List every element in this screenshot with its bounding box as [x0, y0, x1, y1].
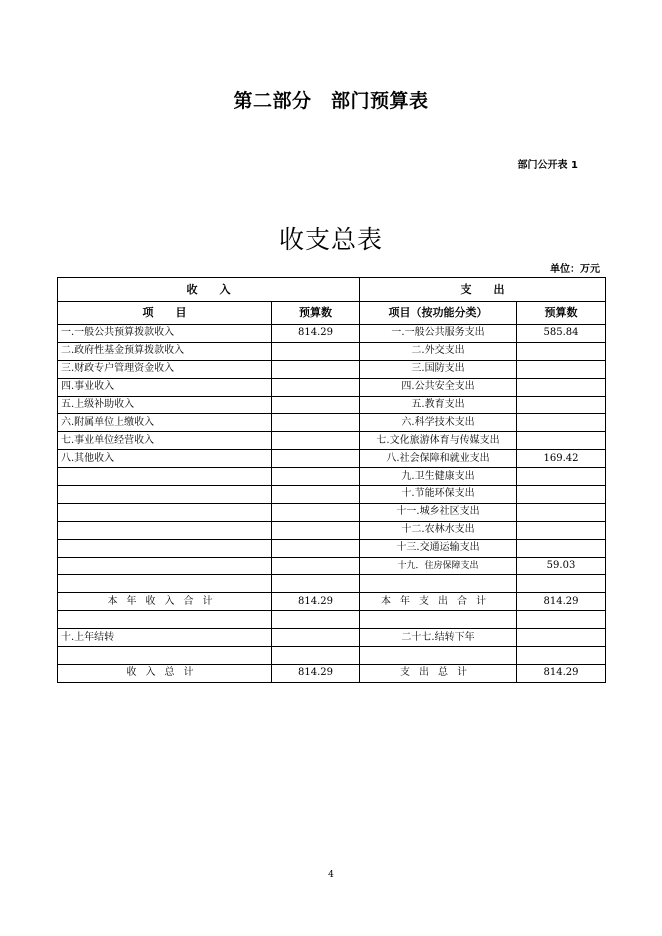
income-amount	[272, 486, 360, 504]
income-item	[58, 557, 272, 575]
expense-amount	[517, 486, 606, 504]
blank-cell	[517, 647, 606, 665]
expense-header: 支 出	[360, 278, 606, 302]
table-row	[58, 396, 606, 414]
income-item	[58, 486, 272, 504]
income-amount	[272, 414, 360, 432]
expense-amount	[517, 539, 606, 557]
table-row	[58, 432, 606, 450]
col-item-header: 项 目	[58, 302, 272, 325]
year-expense-total: 814.29	[517, 593, 606, 611]
income-amount	[272, 450, 360, 468]
year-expense-total-label: 本年支出合计	[360, 593, 517, 611]
blank-cell	[360, 611, 517, 629]
expense-amount	[517, 342, 606, 360]
expense-item: 五.教育支出	[360, 396, 517, 414]
col-budget2-header: 预算数	[517, 302, 606, 325]
blank-cell	[58, 611, 272, 629]
blank-cell	[272, 647, 360, 665]
expense-amount	[517, 521, 606, 539]
expense-amount	[517, 360, 606, 378]
blank-row	[58, 647, 606, 665]
table-row	[58, 503, 606, 521]
table-title: 收支总表	[278, 225, 383, 254]
income-item	[58, 521, 272, 539]
income-item: 四.事业收入	[58, 378, 272, 396]
income-item	[58, 468, 272, 486]
col-budget-header: 预算数	[272, 302, 360, 325]
carry-in-label: 十.上年结转	[58, 629, 272, 647]
income-amount	[272, 432, 360, 450]
table-row	[58, 486, 606, 504]
table-row	[58, 342, 606, 360]
blank-cell	[58, 647, 272, 665]
expense-item: 四.公共安全支出	[360, 378, 517, 396]
blank-cell	[360, 647, 517, 665]
expense-item: 一.一般公共服务支出	[360, 325, 517, 343]
income-amount	[272, 575, 360, 593]
income-item	[58, 575, 272, 593]
expense-amount: 169.42	[517, 450, 606, 468]
part-title: 第二部分 部门预算表	[233, 90, 429, 112]
expense-amount	[517, 378, 606, 396]
income-header: 收 入	[58, 278, 360, 302]
income-item: 二.政府性基金预算拨款收入	[58, 342, 272, 360]
blank-cell	[517, 611, 606, 629]
table-row	[58, 378, 606, 396]
table-row	[58, 575, 606, 593]
year-income-total: 814.29	[272, 593, 360, 611]
table-row	[58, 325, 606, 343]
income-amount	[272, 503, 360, 521]
income-item	[58, 503, 272, 521]
expense-item: 二.外交支出	[360, 342, 517, 360]
income-amount	[272, 360, 360, 378]
income-amount	[272, 468, 360, 486]
expense-item: 六.科学技术支出	[360, 414, 517, 432]
blank-cell	[272, 611, 360, 629]
year-income-total-label: 本年收入合计	[58, 593, 272, 611]
page-number: 4	[328, 870, 334, 880]
column-header-row	[58, 302, 606, 325]
data-rows	[58, 325, 606, 593]
carry-in-value	[272, 629, 360, 647]
blank-row	[58, 611, 606, 629]
carry-out-label: 二十七.结转下年	[360, 629, 517, 647]
expense-item: 十.节能环保支出	[360, 486, 517, 504]
income-amount	[272, 521, 360, 539]
income-item: 三.财政专户管理资金收入	[58, 360, 272, 378]
income-grand-total: 814.29	[272, 664, 360, 682]
income-amount	[272, 378, 360, 396]
expense-item: 九.卫生健康支出	[360, 468, 517, 486]
expense-amount	[517, 396, 606, 414]
col-item-func-header: 项目（按功能分类）	[360, 302, 517, 325]
expense-item: 十一.城乡社区支出	[360, 503, 517, 521]
table-row	[58, 414, 606, 432]
income-item: 六.附属单位上缴收入	[58, 414, 272, 432]
expense-amount	[517, 468, 606, 486]
income-amount	[272, 557, 360, 575]
income-item	[58, 539, 272, 557]
income-item: 八.其他收入	[58, 450, 272, 468]
expense-amount	[517, 414, 606, 432]
table-row	[58, 539, 606, 557]
income-grand-label: 收入总计	[58, 664, 272, 682]
table-row	[58, 360, 606, 378]
carry-out-value	[517, 629, 606, 647]
income-amount: 814.29	[272, 325, 360, 343]
table-row	[58, 468, 606, 486]
income-amount	[272, 342, 360, 360]
expense-grand-label: 支出总计	[360, 664, 517, 682]
grand-total-row	[58, 664, 606, 682]
section-header-row	[58, 278, 606, 302]
income-item: 一.一般公共预算拨款收入	[58, 325, 272, 343]
expense-amount	[517, 432, 606, 450]
expense-item: 十九．住房保障支出	[360, 557, 517, 575]
income-item: 五.上级补助收入	[58, 396, 272, 414]
budget-table	[57, 277, 606, 683]
form-number: 部门公开表 1	[517, 160, 578, 171]
income-amount	[272, 539, 360, 557]
expense-grand-total: 814.29	[517, 664, 606, 682]
expense-amount: 59.03	[517, 557, 606, 575]
unit-label: 单位：万元	[550, 264, 600, 275]
carry-row	[58, 629, 606, 647]
expense-item: 七.文化旅游体育与传媒支出	[360, 432, 517, 450]
expense-item: 八.社会保障和就业支出	[360, 450, 517, 468]
expense-item	[360, 575, 517, 593]
income-item: 七.事业单位经营收入	[58, 432, 272, 450]
expense-item: 三.国防支出	[360, 360, 517, 378]
income-amount	[272, 396, 360, 414]
expense-amount	[517, 503, 606, 521]
year-total-row	[58, 593, 606, 611]
expense-amount	[517, 575, 606, 593]
table-row	[58, 557, 606, 575]
expense-amount: 585.84	[517, 325, 606, 343]
expense-item: 十三.交通运输支出	[360, 539, 517, 557]
expense-item: 十二.农林水支出	[360, 521, 517, 539]
table-row	[58, 521, 606, 539]
table-row	[58, 450, 606, 468]
